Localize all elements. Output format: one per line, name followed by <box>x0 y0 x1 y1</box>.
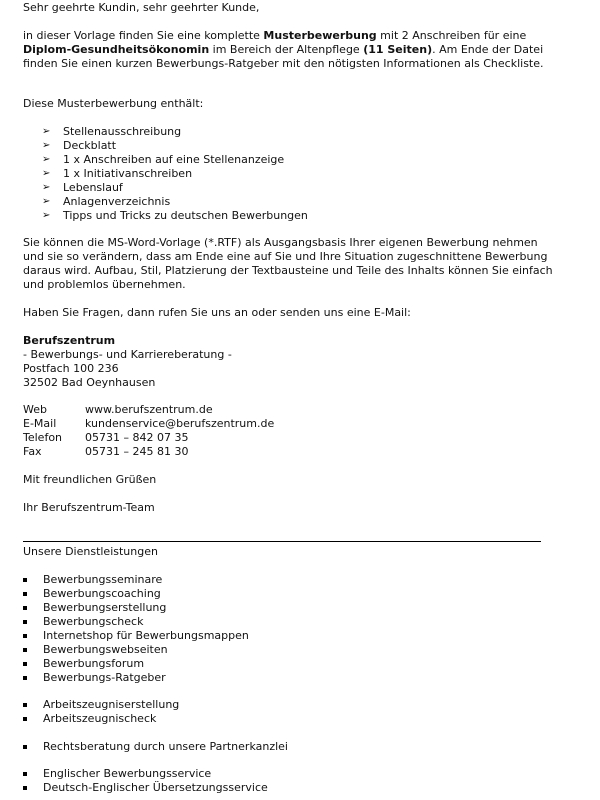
postbox: Postfach 100 236 <box>23 362 119 375</box>
arrow-right-icon: ➢ <box>42 196 51 207</box>
services-list-english <box>23 767 268 795</box>
list-item: Bewerbungscheck <box>23 615 249 629</box>
email-link[interactable]: kundenservice@berufszentrum.de <box>85 417 275 430</box>
square-bullet-icon <box>23 772 27 776</box>
square-bullet-icon <box>23 786 27 790</box>
intro-paragraph: in dieser Vorlage finden Sie eine komplette Musterbewerbung mit 2 Anschreiben für eine Diplom-Gesundheitsökonomin im Bereich der Altenpflege (11 Seiten). Am Ende der Datei finden Sie einen kurzen Bewerbungs-Ratgeber mit den nötigsten Informationen als Checkliste. <box>23 29 544 70</box>
arrow-right-icon: ➢ <box>42 126 51 137</box>
usage-paragraph: Sie können die MS-Word-Vorlage (*.RTF) als Ausgangsbasis Ihrer eigenen Bewerbung nehmen und sie so verändern, dass am Ende eine auf Sie und Ihre Situation zugeschnittene Bewerbung daraus wird. Aufbau, Stil, Platzierung der Textbausteine und Teile des Inhalts können Sie einfach und problemlos übernehmen. <box>23 236 553 291</box>
square-bullet-icon <box>23 648 27 652</box>
arrow-right-icon: ➢ <box>42 140 51 151</box>
square-bullet-icon <box>23 620 27 624</box>
page-count: (11 Seiten) <box>363 43 433 56</box>
list-item: Rechtsberatung durch unsere Partnerkanzlei <box>23 740 288 754</box>
list-item: Bewerbungswebseiten <box>23 643 249 657</box>
contact-fax: Fax 05731 – 245 81 30 <box>23 445 189 458</box>
square-bullet-icon <box>23 745 27 749</box>
square-bullet-icon <box>23 703 27 707</box>
list-item: Deutsch-Englischer Übersetzungsservice <box>23 781 268 795</box>
services-list <box>23 573 249 685</box>
profession: Diplom-Gesundheitsökonomin <box>23 43 210 56</box>
arrow-right-icon: ➢ <box>42 154 51 165</box>
company-tagline: - Bewerbungs- und Karriereberatung - <box>23 348 232 361</box>
list-item: Bewerbungserstellung <box>23 601 249 615</box>
list-item: ➢ Deckblatt <box>42 139 117 152</box>
address-block <box>23 334 553 390</box>
arrow-right-icon: ➢ <box>42 182 51 193</box>
list-item: Internetshop für Bewerbungsmappen <box>23 629 249 643</box>
questions-paragraph: Haben Sie Fragen, dann rufen Sie uns an oder senden uns eine E-Mail: <box>23 306 411 319</box>
list-item: ➢ 1 x Initiativanschreiben <box>42 167 193 180</box>
square-bullet-icon <box>23 662 27 666</box>
contact-email: E-Mail kundenservice@berufszentrum.de <box>23 417 275 430</box>
list-item: Bewerbungs-Ratgeber <box>23 671 249 685</box>
contact-block <box>23 403 553 459</box>
signature: Ihr Berufszentrum-Team <box>23 501 155 514</box>
list-item: ➢ 1 x Anschreiben auf eine Stellenanzeige <box>42 153 285 166</box>
web-link[interactable]: www.berufszentrum.de <box>85 403 213 416</box>
square-bullet-icon <box>23 634 27 638</box>
square-bullet-icon <box>23 606 27 610</box>
square-bullet-icon <box>23 676 27 680</box>
square-bullet-icon <box>23 592 27 596</box>
list-item: ➢ Tipps und Tricks zu deutschen Bewerbungen <box>42 209 308 222</box>
closing: Mit freundlichen Grüßen <box>23 473 157 486</box>
list-item: Bewerbungsforum <box>23 657 249 671</box>
city: 32502 Bad Oeynhausen <box>23 376 156 389</box>
contents-list <box>42 125 308 223</box>
company-name: Berufszentrum <box>23 334 116 347</box>
arrow-right-icon: ➢ <box>42 168 51 179</box>
list-item: Arbeitszeugnischeck <box>23 712 179 726</box>
services-list-zeugnis <box>23 698 179 726</box>
list-item: ➢ Lebenslauf <box>42 181 123 194</box>
services-heading: Unsere Dienstleistungen <box>23 545 158 558</box>
list-item: ➢ Stellenausschreibung <box>42 125 182 138</box>
list-item: Englischer Bewerbungsservice <box>23 767 268 781</box>
list-item: Bewerbungsseminare <box>23 573 249 587</box>
product-name: Musterbewerbung <box>263 29 377 42</box>
divider <box>23 541 541 542</box>
list-item: ➢ Anlagenverzeichnis <box>42 195 171 208</box>
greeting: Sehr geehrte Kundin, sehr geehrter Kunde, <box>23 1 260 14</box>
square-bullet-icon <box>23 578 27 582</box>
contact-phone: Telefon 05731 – 842 07 35 <box>23 431 189 444</box>
contents-heading: Diese Musterbewerbung enthält: <box>23 97 204 110</box>
contact-web: Web www.berufszentrum.de <box>23 403 213 416</box>
list-item: Arbeitszeugniserstellung <box>23 698 179 712</box>
arrow-right-icon: ➢ <box>42 210 51 221</box>
services-list-legal <box>23 740 288 754</box>
list-item: Bewerbungscoaching <box>23 587 249 601</box>
square-bullet-icon <box>23 717 27 721</box>
